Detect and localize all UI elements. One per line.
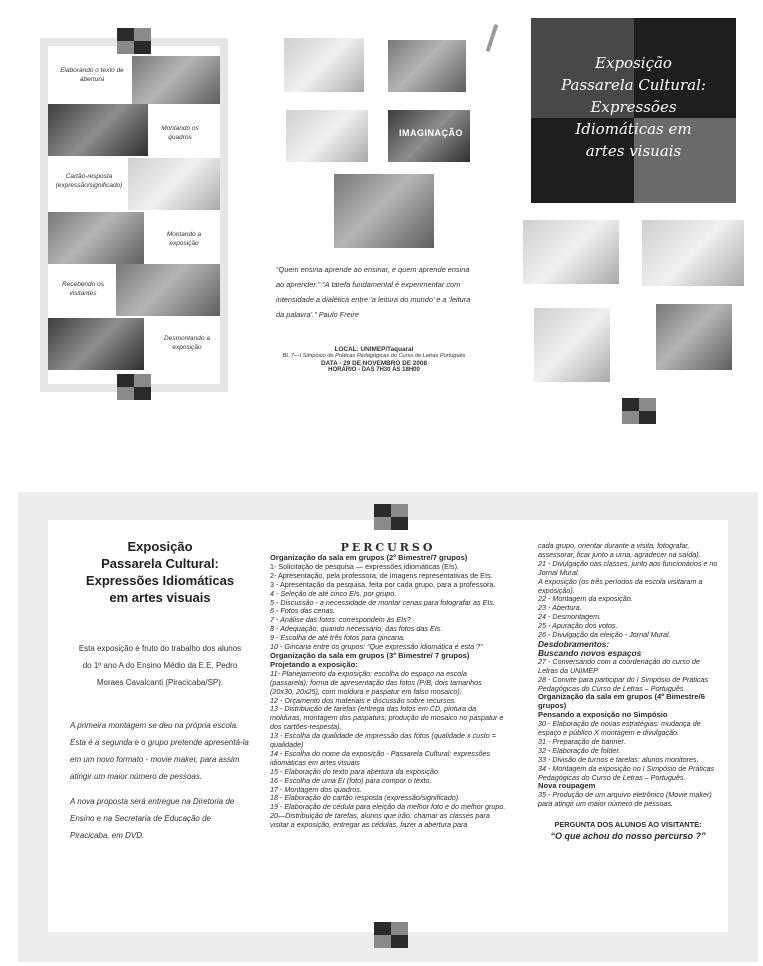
percurso-heading: PERCURSO: [340, 541, 436, 554]
step-line: 31 - Preparação de banner.: [538, 736, 626, 746]
step-line: 15 - Elaboração do texto para abertura da exposição.: [270, 766, 440, 776]
scan-mark: [486, 24, 498, 52]
photo-tied-hands: [284, 38, 364, 92]
step-line: 5 - Discussão - a necessidade de montar cenas para fotografar as EIs.: [270, 597, 495, 607]
step-line: 24 - Desmontagem.: [538, 612, 602, 622]
step-line: 25 - Apuração dos votos.: [538, 621, 618, 631]
step-line: A exposição (os três períodos da escola visitaram a exposição).: [538, 576, 703, 595]
step-line: Organização da sala em grupos (4º Bimestre/6 grupos): [538, 692, 705, 711]
paulo-freire-quote: “Quem ensina aprende ao ensinar, e quem aprende ensina ao aprender.” “A tarefa fundamental é experimentar com intensidade a dialética entre ‘a leitura do mundo’ e a ‘leitura da palavra’.” Paulo Freire: [276, 265, 471, 319]
step-line: 16 - Escolha de uma EI (foto) para compor o texto.: [270, 775, 432, 785]
visitor-question: PERGUNTA DOS ALUNOS AO VISITANTE: “O que achou do nosso percurso ?”: [550, 820, 706, 842]
step-line: 18 - Elaboração do cartão resposta (expressão/significado).: [270, 793, 461, 803]
logo-mosaic-bottom: [117, 374, 151, 400]
step-line: Organização da sala em grupos (2º Bimestre/7 grupos): [270, 553, 468, 562]
photo-object-box: [388, 40, 466, 92]
step-line: 11- Planejamento da exposição: escolha do espaço na escola (passarela); forma de apresentação das fotos (P/B, dois tamanhos (20x30, 20x25), com moldura e paspatur em falso mosaico).: [270, 668, 482, 696]
step-line: 26 - Divulgação da eleição - Jornal Mural.: [538, 630, 671, 640]
local-text: LOCAL: UNIMEP/Taquaral: [334, 346, 414, 353]
photo-bird-bottle: [642, 220, 744, 286]
logo-mosaic-top: [117, 28, 151, 54]
percurso-column: [270, 542, 506, 830]
photo-mounting: [48, 212, 144, 264]
date-text: DATA - 29 DE NOVEMBRO DE 2008: [320, 360, 428, 367]
photo-dismantling: [48, 318, 144, 370]
step-line: 20—Distribuição de tarefas, alunos que irão: chamar as classes para visitar a exposição, entregar as cédulas, fazer a abertura para: [270, 811, 490, 830]
photo-candy: [286, 110, 368, 162]
step-line: Desdobramentos:: [538, 638, 610, 649]
step-line: 19 - Elaboração de cédula para eleição da melhor foto e do melhor grupo.: [270, 802, 506, 812]
step-line: 28 - Convite para participar do I Simpósio de Práticas Pedagógicas do Curso de Letras – Português.: [538, 674, 709, 693]
photo-hand-needle: [656, 304, 732, 370]
step-line: 13 - Distribuição de tarefas (entrega das fotos em CD, pintura da molduras, montagem dos paspaturs, produção do mosaico no paspatur e dos cartões-respesta).: [270, 704, 504, 732]
cover-title: Exposição Passarela Cultural: Expressões Idiomáticas em artes visuais: [561, 54, 706, 160]
step-line: 14 - Escolha do nome da exposição - Passarela Cultural: expressões idiomáticas em artes visuais: [270, 748, 491, 767]
photo-visitors: [116, 264, 220, 316]
step-line: 8 - Adequação, quando necessário, das fotos das EIs.: [270, 624, 443, 634]
paragraph-1: A primeira montagem se deu na própria escola. Esta é a segunda e o grupo pretende apresentá-la em um novo formato - movie maker, para assim atingir um maior número de pessoas.: [70, 721, 249, 781]
caption-3: Cartão-resposta (expressão/significado): [55, 173, 123, 189]
step-line: 34 - Montagem da exposição no I Simpósio de Práticas Pedagógicas do Curso de Letras – Português.: [538, 763, 715, 782]
step-line: Buscando novos espaços: [538, 647, 642, 658]
logo-mosaic-cover: [622, 398, 656, 424]
step-line: 17 - Montagem dos quadros.: [270, 784, 362, 794]
right-steps-column: [538, 542, 718, 842]
step-line: 23 - Abertura.: [538, 603, 582, 613]
step-line: 21 - Divulgação nas classes, junto aos funcionários e no Jornal Mural.: [538, 558, 718, 577]
logo-mosaic-inside-bottom: [374, 922, 408, 948]
step-line: 13 - Escolha da qualidade de impressão das fotos (qualidade x custo = qualidade): [270, 731, 496, 750]
caption-6: Desmontando a exposição: [164, 335, 210, 351]
step-line: 2- Apresentação, pela professora, de imagens representativas de EIs.: [270, 570, 493, 580]
event-info: [274, 346, 474, 374]
logo-mosaic-inside-top: [374, 504, 408, 530]
step-line: 32 - Elaboração de folder.: [538, 745, 621, 755]
photo-word-label: IMAGINAÇÃO: [399, 128, 463, 138]
step-line: 27 - Conversando com a coordenação do curso de Letras da UNIMEP: [538, 656, 700, 675]
caption-4: Montando a exposição: [166, 231, 202, 247]
step-line: Organização da sala em grupos (3º Bimestre/ 7 grupos): [270, 650, 470, 660]
photo-arm: [534, 308, 610, 382]
inside-title: Exposição Passarela Cultural: Expressões Idiomáticas em artes visuais: [85, 539, 235, 605]
right-steps: [538, 542, 718, 809]
intro-text: Esta exposição é fruto do trabalho dos alunos do 1º ano A do Ensino Médio da E.E. Pedro Moraes Cavalcanti (Piracicaba/SP).: [78, 644, 242, 687]
step-line: 12 - Orçamento dos materiais e discussão sobre recursos.: [270, 695, 457, 705]
step-line: 10 - Gincana entre os grupos: “Que expressão idiomática é esta ?”: [270, 642, 483, 652]
step-line: Nova roupagem: [538, 781, 596, 791]
step-line: 6 - Fotos das cenas.: [270, 606, 336, 616]
hours-text: HORÁRIO - DAS 7H30 ÀS 18H00: [328, 367, 420, 373]
step-line: cada grupo, orientar durante a visita, fotografar, assessorar, ficar junto a urna, agradecer na saída).: [538, 541, 701, 559]
step-line: 3 - Apresentação da pesquisa, feita por cada grupo, para a professora.: [270, 579, 496, 589]
step-line: 7 - Análise das fotos: correspondem às EIs?: [270, 615, 411, 625]
photo-face: [523, 220, 619, 284]
photo-answer-card: [128, 158, 220, 210]
photo-frames: [48, 104, 148, 156]
event-text: BL 7—I Simpósio de Práticas Pedagógicas do Curso de Letras Português: [282, 353, 466, 359]
step-line: 30 - Elaboração de novas estratégias: mudança de espaço e público X montagem e divulgação.: [538, 719, 701, 738]
caption-2: Montando os quadros: [161, 125, 199, 141]
step-line: 1- Solicitação de pesquisa — expressões idiomáticas (EIs).: [270, 561, 459, 571]
percurso-steps: [270, 554, 506, 830]
step-line: 35 - Produção de um arquivo eletrônico (Movie maker) para atingir um maior número de pessoas.: [538, 790, 712, 809]
photo-exhibition: [334, 174, 434, 248]
caption-5: Recebendo os visitantes: [62, 281, 104, 297]
step-line: Pensando a exposição no Simpósio: [538, 710, 668, 720]
step-line: 33 - Divisão de turnos e tarefas: alunos monitores.: [538, 754, 699, 764]
inside-left-column: [70, 538, 250, 844]
step-line: Projetando a exposição:: [270, 659, 358, 669]
step-line: 9 - Escolha de até três fotos para gincana.: [270, 633, 406, 643]
caption-1: Elaborando o texto de abertura: [60, 67, 124, 83]
step-line: 22 - Montagem da exposição.: [538, 594, 633, 604]
paragraph-2: A nova proposta será entregue na Diretoria de Ensino e na Secretaria de Educação de Piracicaba, em DVD.: [70, 797, 235, 840]
step-line: 4 - Seleção de até cinco EIs, por grupo.: [270, 588, 397, 598]
photo-opening-text: [132, 56, 220, 104]
